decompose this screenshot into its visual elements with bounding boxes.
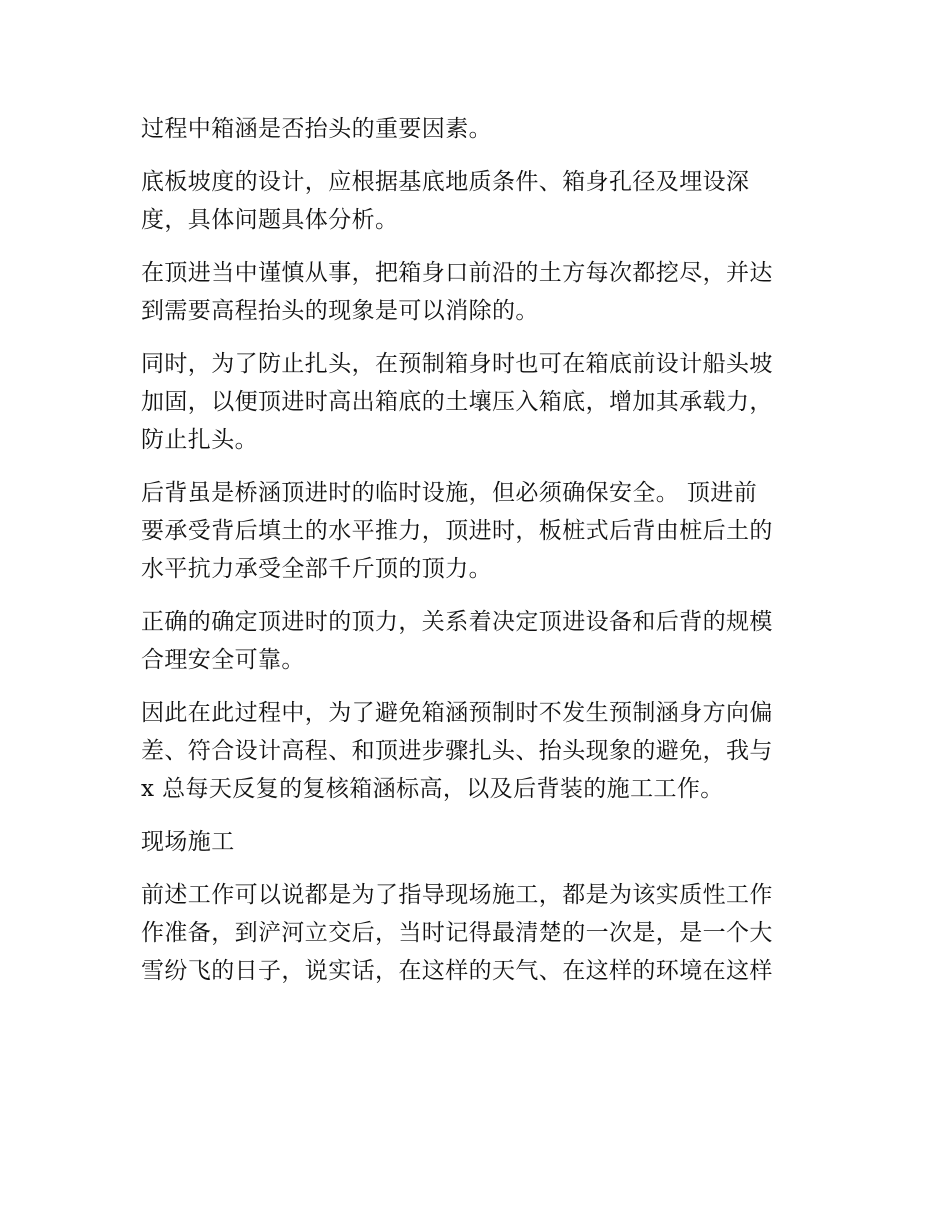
paragraph (141, 345, 821, 459)
paragraph (141, 254, 821, 330)
text-line: 在顶进当中谨慎从事，把箱身口前沿的土方每次都挖尽，并达 (141, 260, 773, 286)
text-line: 度，具体问题具体分析。 (141, 207, 399, 233)
text-line: 要承受背后填土的水平推力，顶进时，板桩式后背由桩后土的 (141, 518, 773, 544)
text-line: 前述工作可以说都是为了指导现场施工，都是为该实质性工作 (141, 882, 773, 908)
text-line: 后背虽是桥涵顶进时的临时设施，但必须确保安全。 顶进前 (141, 480, 758, 506)
text-line: 因此在此过程中，为了避免箱涵预制时不发生预制涵身方向偏 (141, 700, 773, 726)
text-line: 正确的确定顶进时的顶力，关系着决定顶进设备和后背的规模 (141, 609, 773, 635)
text-line: 差、符合设计高程、和顶进步骤扎头、抬头现象的避免，我与 (141, 738, 773, 764)
document-body (141, 110, 821, 1005)
text-line: 防止扎头。 (141, 427, 258, 453)
text-line: 雪纷飞的日子，说实话，在这样的天气、在这样的环境在这样 (141, 958, 773, 984)
text-line: 水平抗力承受全部千斤顶的顶力。 (141, 556, 492, 582)
paragraph (141, 110, 821, 148)
text-line: 底板坡度的设计，应根据基底地质条件、箱身孔径及埋设深 (141, 169, 750, 195)
text-line: 同时，为了防止扎头，在预制箱身时也可在箱底前设计船头坡 (141, 351, 773, 377)
text-line: 合理安全可靠。 (141, 647, 305, 673)
text-line: 作准备，到浐河立交后，当时记得最清楚的一次是，是一个大 (141, 920, 773, 946)
paragraph (141, 694, 821, 808)
paragraph (141, 876, 821, 990)
text-line: 过程中箱涵是否抬头的重要因素。 (141, 116, 492, 142)
text-line: 到需要高程抬头的现象是可以消除的。 (141, 298, 539, 324)
paragraph (141, 163, 821, 239)
text-line: 加固，以便顶进时高出箱底的土壤压入箱底，增加其承载力， (141, 389, 773, 415)
text-line: 现场施工 (141, 829, 235, 855)
text-line: x 总每天反复的复核箱涵标高，以及后背装的施工工作。 (141, 776, 724, 802)
paragraph (141, 474, 821, 588)
paragraph (141, 603, 821, 679)
paragraph (141, 823, 821, 861)
